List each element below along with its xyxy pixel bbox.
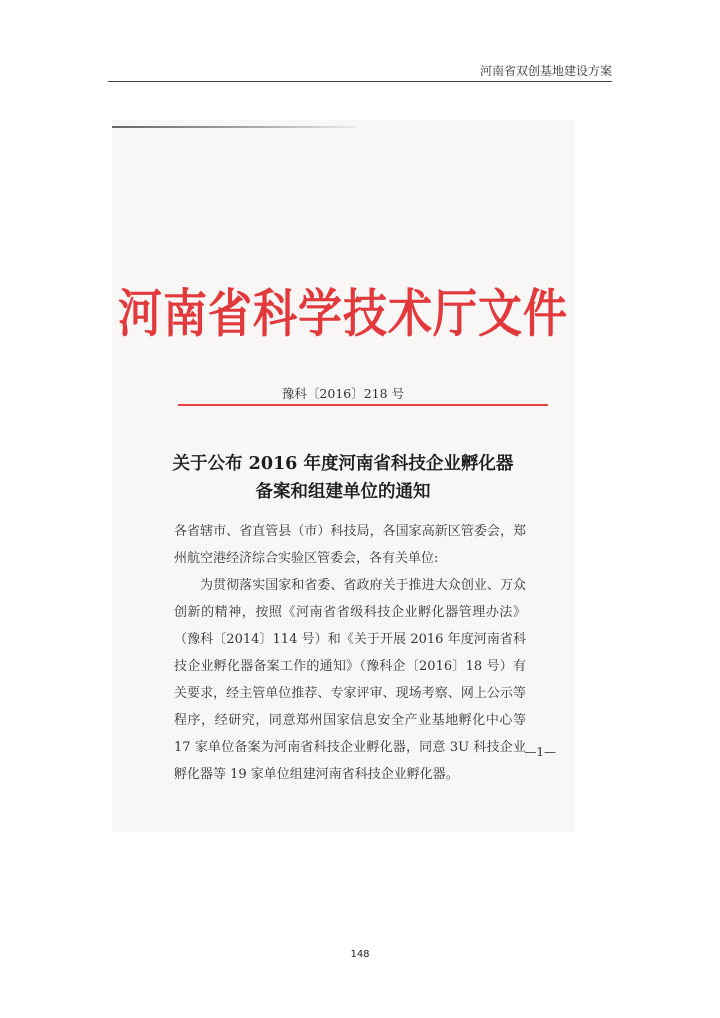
notice-title <box>112 450 574 506</box>
header-rule <box>108 81 612 82</box>
issuer-heading: 河南省科学技术厅文件 <box>118 284 568 345</box>
scan-page-marker: —1— <box>524 745 556 759</box>
notice-title-line-1: 关于公布 2016 年度河南省科技企业孵化器 <box>172 454 514 474</box>
scan-edge-line <box>112 126 357 128</box>
running-header: 河南省双创基地建设方案 <box>479 64 612 78</box>
scanned-document <box>112 120 574 832</box>
body-paragraph: 为贯彻落实国家和省委、省政府关于推进大众创业、万众创新的精神，按照《河南省省级科技企业孵化器管理办法》（豫科〔2014〕114 号）和《关于开展 2016 年度河南省科技企业孵化器备案工作的通知》（豫科企〔2016〕18 号）有关要求，经主管单位推荐、专家评审、现场考察、网上公示等程序，经研究，同意郑州国家信息安全产业基地孵化中心等 17 家单位备案为河南省科技企业孵化器，同意 3U 科技企业孵化器等 19 家单位组建河南省科技企业孵化器。 <box>174 578 526 782</box>
red-separator-rule <box>178 404 548 406</box>
document-number: 豫科〔2016〕218 号 <box>281 386 405 401</box>
page-number: 148 <box>350 949 370 960</box>
notice-title-line-2: 备案和组建单位的通知 <box>255 482 431 502</box>
notice-body <box>174 518 526 788</box>
addressees: 各省辖市、省直管县（市）科技局，各国家高新区管委会，郑州航空港经济综合实验区管委会，各有关单位: <box>174 524 526 566</box>
